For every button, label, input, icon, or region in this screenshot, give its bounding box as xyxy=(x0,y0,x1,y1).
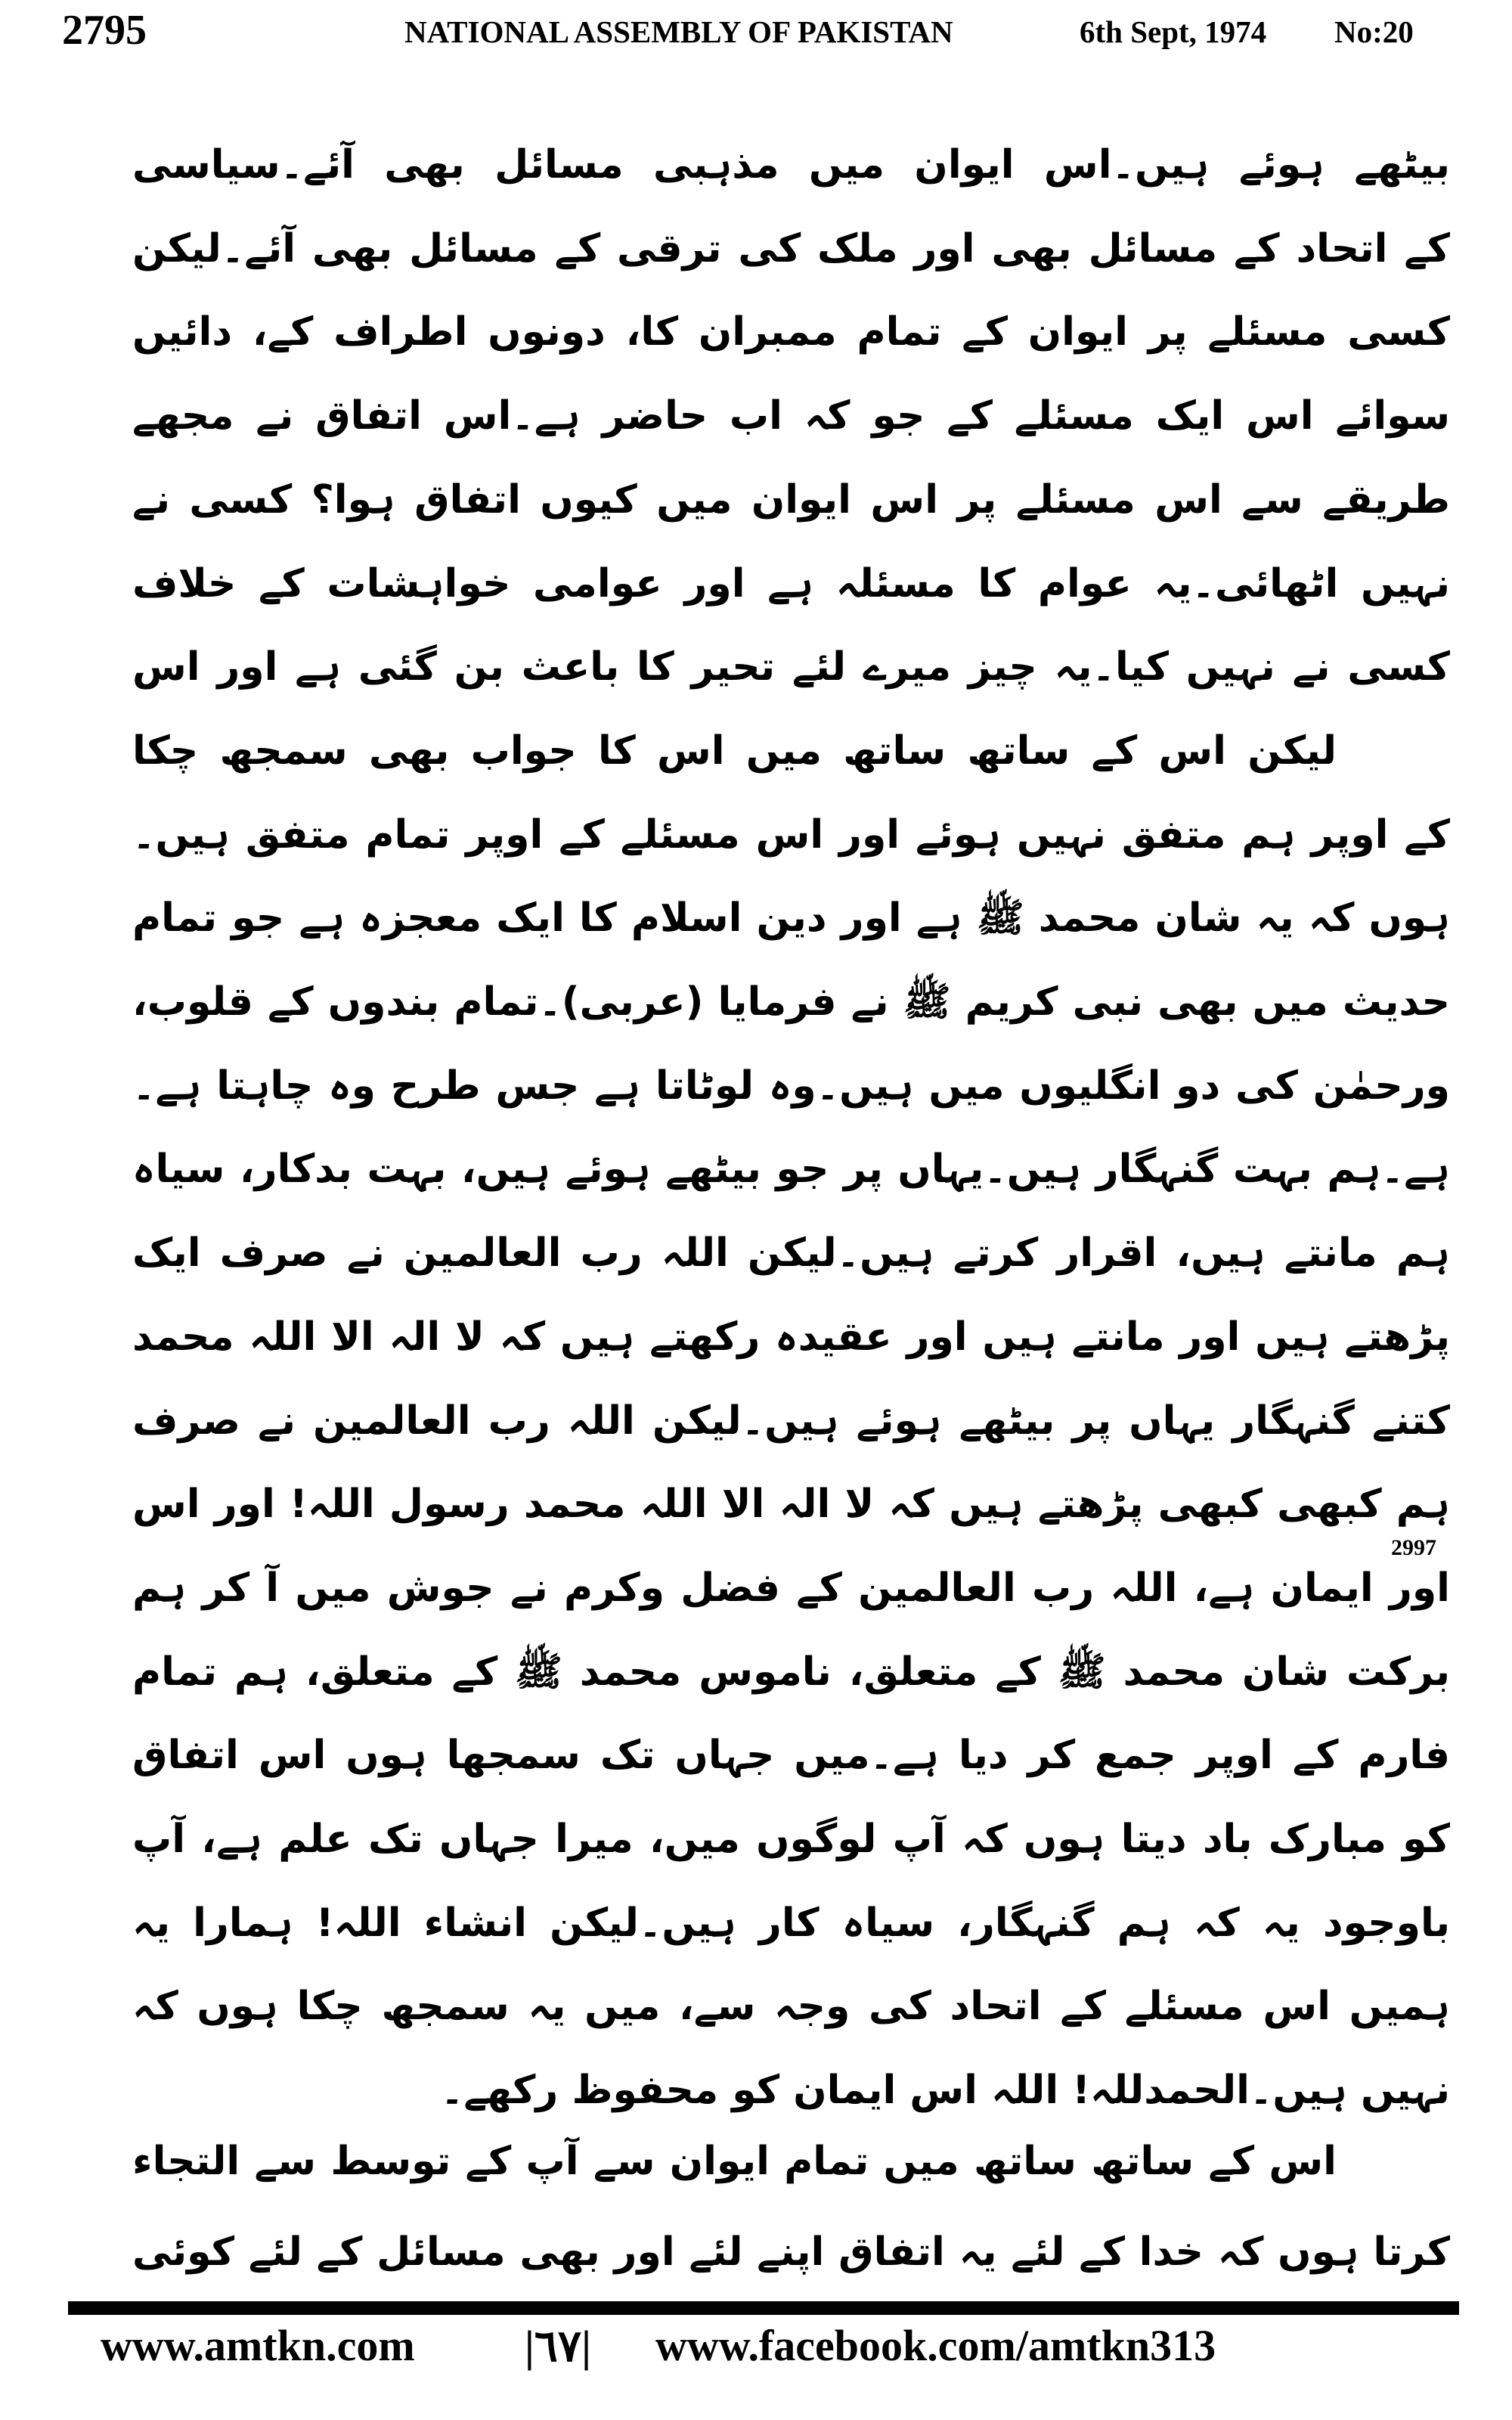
text-line: طریقے سے اس مسئلے پر اس ایوان میں کیوں اتفاق ہوا؟ کسی نے xyxy=(132,476,1450,523)
text-line: لیکن اس کے ساتھ ساتھ میں اس کا جواب بھی سمجھ چکا xyxy=(132,728,1337,774)
text-line: کرتا ہوں کہ خدا کے لئے یہ اتفاق اپنے لئے اور بھی مسائل کے لئے کوئی xyxy=(132,2229,1450,2275)
text-line: سوائے اس ایک مسئلے کے جو کہ اب حاضر ہے۔اس اتفاق نے مجھے xyxy=(132,393,1450,439)
page-number: 2795 xyxy=(62,7,147,54)
text-line: ہم کبھی کبھی پڑھتے ہیں کہ لا الہ الا اللہ محمد رسول اللہ! اور اس xyxy=(132,1481,1450,1528)
footer-rule xyxy=(68,2301,1459,2315)
text-line: اس کے ساتھ ساتھ میں تمام ایوان سے آپ کے توسط سے التجاء xyxy=(132,2139,1337,2184)
text-line: کسی نے نہیں کیا۔یہ چیز میرے لئے تحیر کا باعث بن گئی ہے اور اس xyxy=(132,644,1450,690)
text-line: ہے۔ہم بہت گنہگار ہیں۔یہاں پر جو بیٹھے ہوئے ہیں، بہت بدکار، سیاہ xyxy=(132,1146,1450,1193)
text-line: کے اتحاد کے مسائل بھی اور ملک کی ترقی کے مسائل بھی آئے۔لیکن xyxy=(132,225,1450,271)
text-line: اور ایمان ہے، اللہ رب العالمین کے فضل وکرم نے جوش میں آ کر ہم xyxy=(132,1565,1450,1611)
footer-page-label: |٦٧| xyxy=(525,2322,591,2371)
text-line: فارم کے اوپر جمع کر دیا ہے۔میں جہاں تک سمجھا ہوں اس اتفاق xyxy=(132,1733,1450,1779)
text-line: کو مبارک باد دیتا ہوں کہ آپ لوگوں میں، میرا جہاں تک علم ہے، آپ xyxy=(132,1817,1450,1862)
text-line: برکت شان محمد ﷺ کے متعلق، ناموس محمد ﷺ کے متعلق، ہم تمام xyxy=(132,1649,1450,1695)
footnote-marker: 2997 xyxy=(1391,1535,1436,1560)
website-link[interactable]: www.amtkn.com xyxy=(101,2321,415,2370)
issue-number: No:20 xyxy=(1334,14,1414,49)
text-line: کے اوپر ہم متفق نہیں ہوئے اور اس مسئلے کے اوپر تمام متفق ہیں۔ xyxy=(132,811,1450,858)
document-title: NATIONAL ASSEMBLY OF PAKISTAN xyxy=(404,14,953,49)
text-line: ہم مانتے ہیں، اقرار کرتے ہیں۔لیکن اللہ رب العالمین نے صرف ایک xyxy=(132,1230,1450,1277)
text-line: نہیں اٹھائی۔یہ عوام کا مسئلہ ہے اور عوامی خواہشات کے خلاف xyxy=(132,560,1450,607)
session-date: 6th Sept, 1974 xyxy=(1080,14,1267,49)
text-line: نہیں ہیں۔الحمدللہ! اللہ اس ایمان کو محفوظ رکھے۔ xyxy=(440,2068,1450,2114)
text-line: ہمیں اس مسئلے کے اتحاد کی وجہ سے، میں یہ سمجھ چکا ہوں کہ xyxy=(132,1984,1450,2030)
text-line: حدیث میں بھی نبی کریم ﷺ نے فرمایا (عربی)۔تمام بندوں کے قلوب، xyxy=(132,979,1450,1025)
text-line: پڑھتے ہیں اور مانتے ہیں اور عقیدہ رکھتے ہیں کہ لا الہ الا اللہ محمد xyxy=(132,1314,1450,1360)
text-line: بیٹھے ہوئے ہیں۔اس ایوان میں مذہبی مسائل بھی آئے۔سیاسی xyxy=(132,142,1450,188)
text-line: کتنے گنہگار یہاں پر بیٹھے ہوئے ہیں۔لیکن اللہ رب العالمین نے صرف xyxy=(132,1398,1450,1444)
text-line: کسی مسئلے پر ایوان کے تمام ممبران کا، دونوں اطراف کے، دائیں xyxy=(132,309,1450,355)
text-line: ورحمٰن کی دو انگلیوں میں ہیں۔وہ لوٹاتا ہے جس طرح وہ چاہتا ہے۔ xyxy=(132,1063,1450,1109)
text-line: باوجود یہ کہ ہم گنہگار، سیاہ کار ہیں۔لیکن انشاء اللہ! ہمارا یہ xyxy=(132,1900,1450,1946)
facebook-link[interactable]: www.facebook.com/amtkn313 xyxy=(655,2321,1216,2370)
text-line: ہوں کہ یہ شان محمد ﷺ ہے اور دین اسلام کا ایک معجزہ ہے جو تمام xyxy=(132,895,1450,942)
